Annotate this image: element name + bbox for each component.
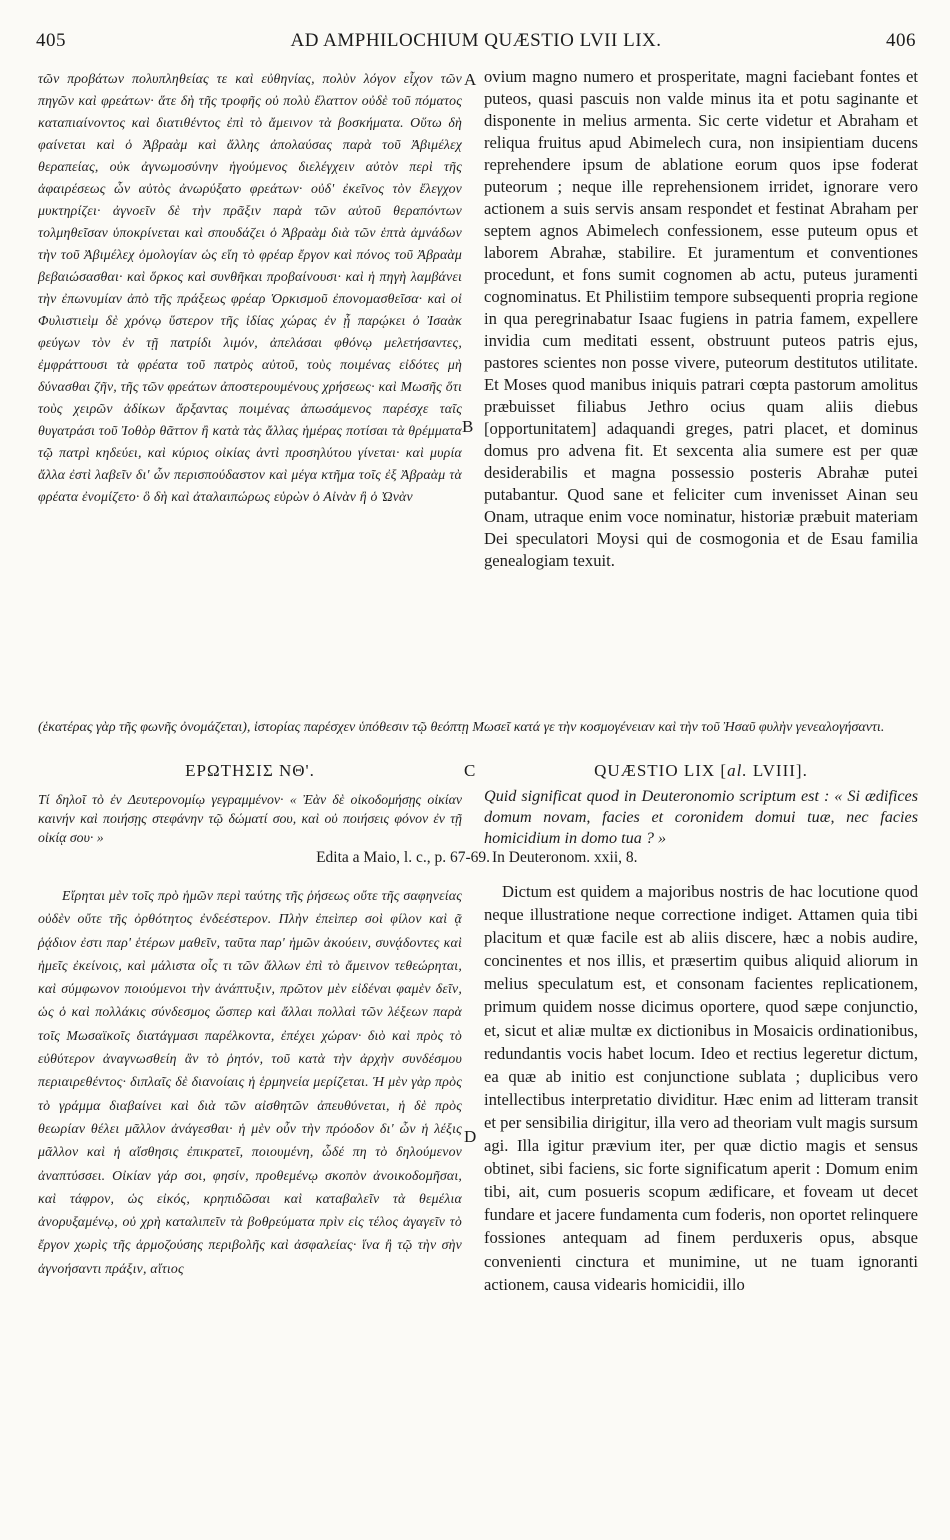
section-title-latin-prefix: QUÆSTIO LIX [ [594,761,728,780]
greek-overflow-2: παρέσχεν ὑπόθεσιν τῷ θεόπτῃ Μωσεῖ κατά γε τὴν [303,720,577,735]
greek-overflow-line [38,718,916,738]
greek-overflow-1: (ἑκατέρας γὰρ τῆς φωνῆς ὀνομάζεται), ἱστορίας [38,720,301,735]
page-number-left: 405 [36,30,66,51]
question-latin: Quid significat quod in Deuteronomio scriptum est : « Si ædifices domum novam, facies et coronidem domui tuæ, nec facies homicidium in domo tua ? » [484,787,918,847]
greek-overflow-3: κοσμογένειαν καὶ τὴν τοῦ Ἠσαῦ φυλὴν γενεαλογήσαντι. [579,720,885,735]
question-greek: Τί δηλοῖ τὸ ἐν Δευτερονομίῳ γεγραμμένον· « Ἐὰν δὲ οἰκοδομήσῃς οἰκίαν καινήν καὶ ποιήσῃς στεφάνην τῷ δώματί σου, καὶ οὐ ποιήσεις φόνον ἐν τῇ οἰκίᾳ σου· » [38,792,462,845]
latin-column-lower: Dictum est quidem a majoribus nostris de hac locutione quod neque illustratione neque correctione indiget. Attamen quia tibi placitum et quæ facile est ab aliis discere, hæc a nobis audire, concinentes et nos illis, et præsertim quibus aliquid aliorum in melius speculatum est, et consonam facientes replicationem, primum quidem nosse dicimus oportere, quod sæpe conjunctio, et, sicut et aliæ multæ ex dictionibus in Mosaicis ordinationibus, redundantis vocis habet locum. Ideo et rectius legeretur dictum, ea quæ ab initio est conjunctione sublata ; duplicibus vero intellectibus interpretatio dividitur. Hæc enim ad litteram transit et per sensibilia dirigitur, illa vero ad theoriam vult magis sursum agi. Illa igitur prævium iter, per quæ dictio magis et sensus obtinet, sibi faciens, sic forte significatum aperit : Domum enim tibi, ait, cum posueris scopum ædificare, et foveam ut decet fundare et jacere fundamenta cum foderis, non oportet relinquere fossiones antequam ad finem perduxeris opus, absque convenienti cinctura et munimine, ut ne tuam ignoranti actionem, causa videaris homicidii, illo [484,882,918,1294]
section-title-latin-suffix: LVIII]. [747,761,808,780]
running-title: AD AMPHILOCHIUM QUÆSTIO LVII LIX. [290,30,662,51]
running-header [36,30,916,60]
margin-marker-a: A [464,70,477,89]
page-number-right: 406 [886,30,916,51]
latin-column-upper: ovium magno numero et prosperitate, magni faciebant fontes et puteos, quasi pascuis non valde minus ita et potu saginante et disponente in melius armenta. Sic certe videtur et Abraham et reliqua fruitus apud Abimelech cura, non insipientiam ducens reprehendere ipsum de ablatione eorum quos ipse foderat puteorum ; neque ille reprehensionem irridet, ignorare vero actionem a suis servis ansam respondet et festinat Abraham per septem agnos Abimelech confessionem, esse puteum opus et laborem Abrahæ, stabilire. Et juramentum et conventiones procedunt, et fons sumit cognomen ab actu, puteus juramenti cognominatus. Et Philistiim tempore subsequenti propria regione in qua peregrinabatur Isaac fugiens in patria famem, expellere invidia cum meditati essent, obstruunt puteos patris ejus, pastores scientes non posse vivere, puteorum destitutos utilitate. Et Moses quod manibus iniquis patrari cœpta pastorum amolitus præbuisset filiabus Jethro ocius quam aliis diebus [opportunitatem] adaquandi greges, patri placet, et dominus domus pro advena fit. Et sexcenta alia sumere est per quæ desiderabilis et magna possessio posteris Abrahæ putei putabantur. Quod sane et feliciter cum invenisset Ainan seu Onam, utraque enim voce nominatur, historiæ præbuit materiam Dei speculatori Moysi qui de cosmogonia et de Esau familia genealogiam texuit. [484,67,918,570]
section-title-latin [484,761,918,781]
greek-column-upper: τῶν προβάτων πολυπληθείας τε καὶ εὐθηνίας, πολὺν λόγον εἶχον τῶν πηγῶν καὶ φρεάτων· ἅτε δὴ τῆς τροφῆς οὐ πολὺ ἔλαττον οὐδὲ τοῦ πόματος καταπιαίνοντος καὶ διατιθέντος ἐπὶ τὸ ἄμεινον τὰ βοσκήματα. Οὕτω δὴ φαίνεται καὶ ὁ Ἀβραὰμ καὶ ἄλλης ἀπολαύσας παρὰ τοῦ Ἀβιμέλεχ θεραπείας, οὐκ ἀγνωμοσύνην ἡγούμενος διελέγχειν αὐτὸν περὶ τῆς ἀφαιρέσεως ὧν αὐτὸς ἀνωρύξατο φρεάτων· οὐδ' ἐκεῖνος τὸν ἔλεγχον μυκτηρίζει· ἀγνοεῖν δὲ τὴν πρᾶξιν παρὰ τῶν αὐτοῦ θεραπόντων τολμηθεῖσαν ὑποκρίνεται καὶ σπουδάζει ὁ Ἀβραὰμ διὰ τῶν ἑπτὰ ἀμνάδων τὴν τοῦ Ἀβιμέλεχ ὁμολογίαν ὡς εἴη τὸ φρέαρ ἔργον καὶ πόνος τοῦ Ἀβραὰμ βεβαιώσασθαι· καὶ ὅρκος καὶ συνθῆκαι προβαίνουσι· καὶ ἡ πηγὴ λαμβάνει τὴν ἐπωνυμίαν ἀπὸ τῆς πράξεως φρέαρ Ὁρκισμοῦ ἐπονομασθεῖσα· καὶ οἱ Φυλιστιεὶμ δὲ χρόνῳ ὕστερον τῆς ἰδίας χώρας ἐν ᾗ παρῴκει ὁ Ἰσαὰκ φεύγων τὸν ἐν τῇ πατρίδι λιμόν, ἀπελάσαι φθόνῳ μελετήσαντες, ἐμφράττουσι τὰ φρέατα τοῦ πατρὸς αὐτοῦ, τοὺς ποιμένας εἰδότες μὴ δύνασθαι ζῆν, τῆς τῶν φρεάτων ἀποστερουμένους χρήσεως· καὶ Μωσῆς ὅτι τοὺς χειρῶν ἀδίκων ἄρξαντας ποιμένας ἀπωσάμενος παρέσχε ταῖς θυγατράσι τοῦ Ἰοθὸρ θᾶττον ἢ κατὰ τὰς ἄλλας ἡμέρας ποτίσαι τὰ θρέμματα τῷ πατρὶ κηδεύει, καὶ κύριος οἰκίας ἀντὶ προσηλύτου γίνεται· καὶ μυρία ἄλλα ἐστὶ λαβεῖν δι' ὧν περισπούδαστον καὶ μέγα κτῆμα τοῖς ἐξ Ἀβραὰμ τὰ φρέατα ἐνομίζετο· ὃ δὴ καὶ ἀταλαιπώρως εὑρὼν ὁ Αἰνὰν ἢ ὁ Ὠνὰν [38,71,462,504]
margin-marker-b: B [462,417,474,436]
margin-marker-d: D [464,1127,477,1146]
margin-marker-c: C [464,761,476,780]
section-title-greek: ΕΡΩΤΗΣΙΣ ΝΘ'. [185,761,315,780]
source-note-latin: In Deuteronom. xxii, 8. [492,849,638,866]
greek-column-lower: Εἴρηται μὲν τοῖς πρὸ ἡμῶν περὶ ταύτης τῆς ῥήσεως οὔτε τῆς σαφηνείας οὐδὲν οὔτε τῆς ὀρθότητος ἐνδεέστερον. Πλὴν ἐπεὶπερ σοὶ φίλον καὶ ᾷ ῥᾴδιον ἐστι παρ' ἑτέρων μαθεῖν, ταῦτα παρ' ἡμῶν ἀκούειν, συνᾴδοντες καὶ ἡμεῖς ἐκείνοις, καὶ μάλιστα οἷς τι τῶν ἄλλων ἐπὶ τὸ ἄμεινον τεθεώρηται, καὶ σύμφωνον ποιούμενοι τὴν ἀνάπτυξιν, πρῶτον μὲν εἰδέναι φαμὲν δεῖν, ὡς ὁ καὶ πολλάκις σύνδεσμος ὥσπερ καὶ ἄλλαι πολλαὶ τῶν λέξεων παρὰ τοῖς Μωσαϊκοῖς διατάγμασι παρέλκοντα, ἐπέχει χώραν· διὸ καὶ πρὸς τὸ εὐθύτερον ἀναγνωσθείη ἂν τὸ ῥητόν, τοῦ κατὰ τὴν ἀρχὴν συνδέσμου περιαιρεθέντος· διπλαῖς δὲ διανοίαις ἡ ἑρμηνεία μερίζεται. Ἡ μὲν γὰρ πρὸς τὸ γράμμα διαβαίνει καὶ διὰ τῶν αἰσθητῶν ἀπευθύνεται, ἡ δὲ πρὸς θεωρίαν θέλει μᾶλλον ἀνάγεσθαι· ἡ μὲν οὖν τὴν πρόοδον δι' ὧν ἡ λέξις μᾶλλον καὶ ἡ αἴσθησις ἐπικρατεῖ, ποιουμένη, ὧδέ πη τὸ δηλούμενον ἀναπτύσσει. Οἰκίαν γάρ σοι, φησίν, προθεμένῳ σκοπὸν ἀνοικοδομῆσαι, καὶ τάφρον, ὡς εἰκός, κρηπιδῶσαι καὶ καταβαλεῖν τὰ θεμέλια ἀνορυξαμένῳ, οὐ χρὴ καταλιπεῖν τὰ βοθρεύματα πρὶν εἰς τέλος ἀγαγεῖν τὸ ἔργον χωρὶς τῆς ἁρμοζούσης περιβολῆς καὶ ἀσφαλείας· ἵνα ἢ τῷ τὴν σὴν ἀγνοήσαντι πράξιν, αἴτιος [38,888,462,1276]
section-title-latin-al: al. [727,761,748,780]
source-note-greek: Edita a Maio, l. c., p. 67-69. [316,849,490,866]
